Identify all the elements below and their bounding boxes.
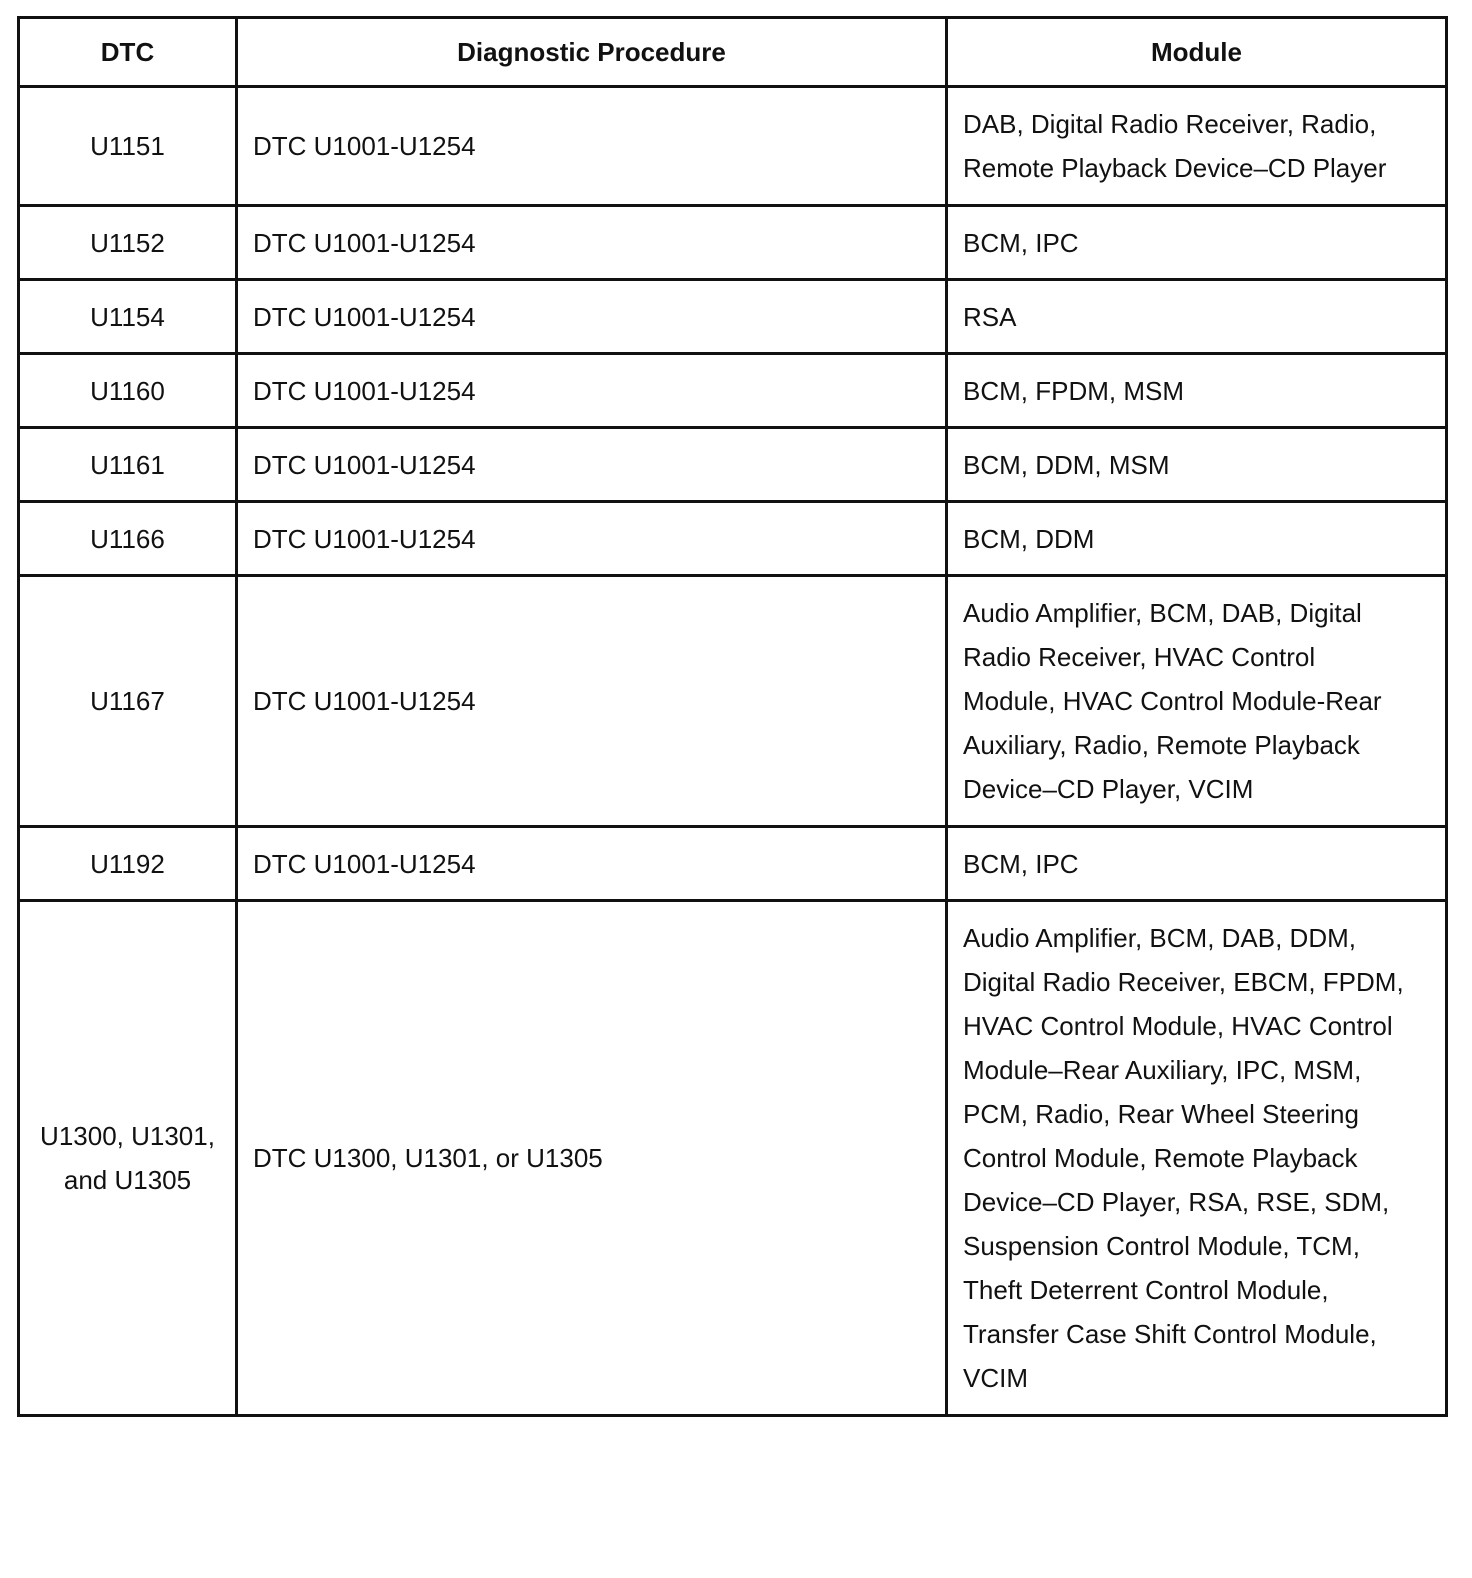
table-row: [19, 428, 1447, 502]
dtc-cell: U1300, U1301, and U1305: [19, 901, 237, 1416]
table-row: [19, 87, 1447, 206]
module-cell: Audio Amplifier, BCM, DAB, DDM, Digital Radio Receiver, EBCM, FPDM, HVAC Control Module, HVAC Control Module–Rear Auxiliary, IPC, MSM, PCM, Radio, Rear Wheel Steering Control Module, Remote Playback Device–CD Player, RSA, RSE, SDM, Suspension Control Module, TCM, Theft Deterrent Control Module, Transfer Case Shift Control Module, VCIM: [947, 901, 1447, 1416]
procedure-cell: DTC U1001-U1254: [237, 827, 947, 901]
dtc-cell: U1160: [19, 354, 237, 428]
table-row: [19, 502, 1447, 576]
procedure-cell: DTC U1001-U1254: [237, 354, 947, 428]
table-row: [19, 576, 1447, 827]
module-cell: DAB, Digital Radio Receiver, Radio, Remote Playback Device–CD Player: [947, 87, 1447, 206]
dtc-cell: U1161: [19, 428, 237, 502]
table-row: [19, 280, 1447, 354]
module-cell: BCM, DDM, MSM: [947, 428, 1447, 502]
table-row: [19, 827, 1447, 901]
table-row: [19, 354, 1447, 428]
procedure-cell: DTC U1001-U1254: [237, 502, 947, 576]
procedure-cell: DTC U1001-U1254: [237, 206, 947, 280]
dtc-table: [17, 16, 1448, 1417]
procedure-cell: DTC U1001-U1254: [237, 428, 947, 502]
dtc-cell: U1192: [19, 827, 237, 901]
header-diagnostic-procedure: Diagnostic Procedure: [237, 18, 947, 87]
procedure-cell: DTC U1300, U1301, or U1305: [237, 901, 947, 1416]
dtc-cell: U1152: [19, 206, 237, 280]
header-dtc: DTC: [19, 18, 237, 87]
module-cell: BCM, IPC: [947, 827, 1447, 901]
module-cell: BCM, DDM: [947, 502, 1447, 576]
procedure-cell: DTC U1001-U1254: [237, 576, 947, 827]
module-cell: Audio Amplifier, BCM, DAB, Digital Radio Receiver, HVAC Control Module, HVAC Control Module-Rear Auxiliary, Radio, Remote Playback Device–CD Player, VCIM: [947, 576, 1447, 827]
procedure-cell: DTC U1001-U1254: [237, 280, 947, 354]
procedure-cell: DTC U1001-U1254: [237, 87, 947, 206]
dtc-cell: U1166: [19, 502, 237, 576]
dtc-cell: U1167: [19, 576, 237, 827]
module-cell: BCM, FPDM, MSM: [947, 354, 1447, 428]
dtc-cell: U1154: [19, 280, 237, 354]
module-cell: BCM, IPC: [947, 206, 1447, 280]
table-header-row: [19, 18, 1447, 87]
header-module: Module: [947, 18, 1447, 87]
module-cell: RSA: [947, 280, 1447, 354]
table-row: [19, 901, 1447, 1416]
table-row: [19, 206, 1447, 280]
dtc-cell: U1151: [19, 87, 237, 206]
